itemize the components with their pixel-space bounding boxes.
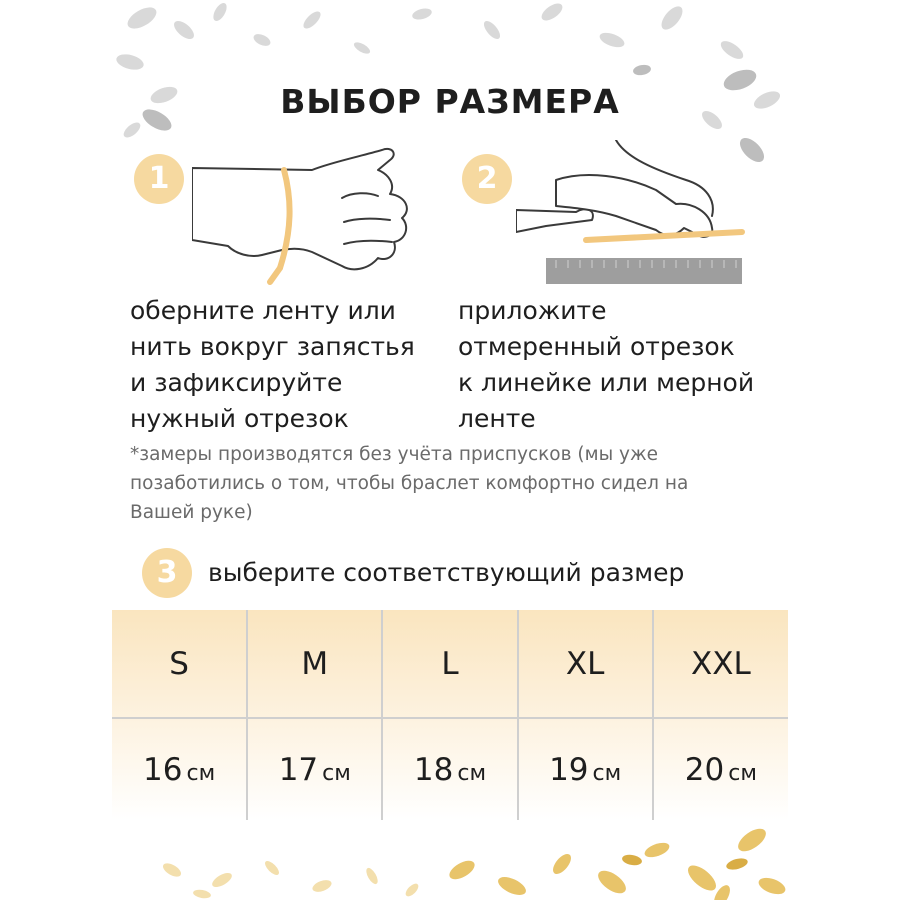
gold-leaves-decoration-icon bbox=[112, 820, 788, 900]
size-table bbox=[112, 610, 788, 820]
size-values-row bbox=[112, 718, 788, 820]
size-label: XL bbox=[518, 610, 653, 718]
size-guide-card bbox=[112, 0, 788, 900]
size-unit: см bbox=[592, 760, 622, 786]
step-2-badge: 2 bbox=[462, 154, 512, 204]
step-1-line: нужный отрезок bbox=[130, 404, 349, 433]
size-value: 17 bbox=[278, 751, 319, 788]
size-value-cell bbox=[518, 718, 653, 820]
step-2-line: отмеренный отрезок bbox=[458, 332, 735, 361]
step-2-text bbox=[458, 293, 754, 437]
size-label: XXL bbox=[653, 610, 788, 718]
hand-ruler-measure-icon bbox=[516, 140, 746, 290]
size-value: 20 bbox=[684, 751, 725, 788]
step-3-badge: 3 bbox=[142, 548, 192, 598]
size-unit: см bbox=[322, 760, 351, 786]
size-label: M bbox=[247, 610, 382, 718]
size-value-cell bbox=[382, 718, 517, 820]
size-value-cell bbox=[653, 718, 788, 820]
size-unit: см bbox=[186, 760, 216, 786]
size-value: 19 bbox=[549, 751, 589, 788]
step-2-line: приложите bbox=[458, 296, 607, 325]
size-value: 18 bbox=[413, 751, 454, 788]
size-value-cell bbox=[112, 718, 247, 820]
step-1-line: и зафиксируйте bbox=[130, 368, 343, 397]
step-1-text bbox=[130, 293, 415, 437]
step-2-line: ленте bbox=[458, 404, 536, 433]
size-label: S bbox=[112, 610, 247, 718]
size-labels-row bbox=[112, 610, 788, 718]
size-value-cell bbox=[247, 718, 382, 820]
measurement-note: *замеры производятся без учёта приспусков (мы уже позаботились о том, чтобы браслет комфортно сидел на Вашей руке) bbox=[130, 444, 689, 523]
size-value: 16 bbox=[143, 751, 183, 788]
size-unit: см bbox=[457, 760, 487, 786]
size-unit: см bbox=[728, 760, 757, 786]
step-2-line: к линейке или мерной bbox=[458, 368, 755, 397]
step-1-line: нить вокруг запястья bbox=[130, 332, 415, 361]
size-label: L bbox=[382, 610, 517, 718]
hand-wrist-wrap-icon bbox=[192, 140, 422, 290]
step-1-line: оберните ленту или bbox=[130, 296, 396, 325]
step-3-text: выберите соответствующий размер bbox=[208, 558, 685, 587]
step-1-badge: 1 bbox=[134, 154, 184, 204]
page-title: ВЫБОР РАЗМЕРА bbox=[280, 82, 620, 121]
